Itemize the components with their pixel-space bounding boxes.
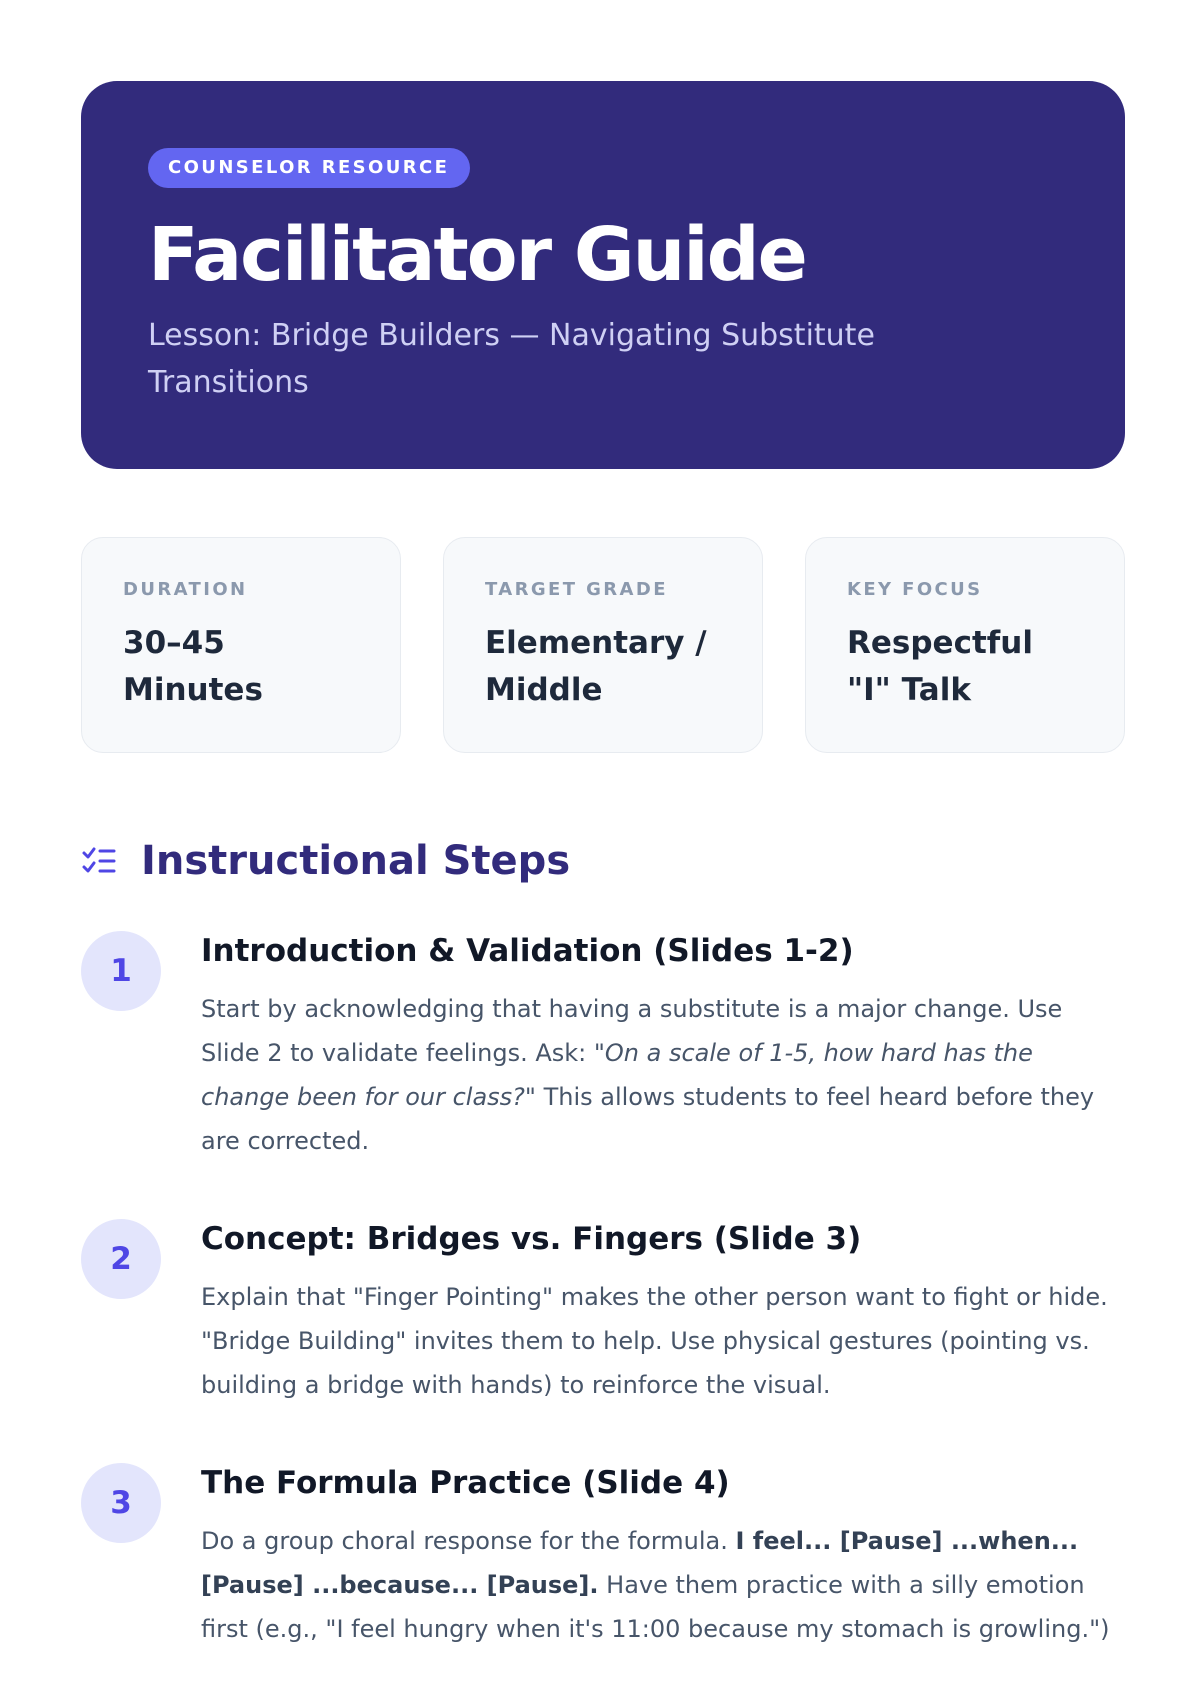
step-text-part: Have them practice with a silly emotion first (e.g., "I feel hungry when it's 11:00 because my stomach is growling.") xyxy=(201,1571,1110,1643)
duration-card xyxy=(81,537,401,753)
section-title: Instructional Steps xyxy=(141,838,571,884)
step-question: "On a scale of 1-5, how hard has the change been for our class?" xyxy=(201,1039,1033,1111)
step-body xyxy=(201,1219,1125,1407)
step-body xyxy=(201,1463,1125,1651)
target-grade-value: Elementary / Middle xyxy=(485,625,707,708)
step-number: 1 xyxy=(81,931,161,1011)
step-description: Explain that "Finger Pointing" makes the other person want to fight or hide. "Bridge Building" invites them to help. Use physical gestures (pointing vs. building a bridge with hands) to reinforce the visual. xyxy=(201,1283,1108,1399)
lesson-subtitle: Lesson: Bridge Builders — Navigating Substitute Transitions xyxy=(148,318,875,400)
step-text-part: Do a group choral response for the formula. xyxy=(201,1527,736,1555)
step-text-part: Start by acknowledging that having a substitute is a major change. Use Slide 2 to validate feelings. Ask: xyxy=(201,995,1063,1067)
step-title: Introduction & Validation (Slides 1-2) xyxy=(201,933,854,969)
page-title: Facilitator Guide xyxy=(148,212,806,298)
step-title: The Formula Practice (Slide 4) xyxy=(201,1465,730,1501)
steps-list xyxy=(81,931,1125,1651)
step-body xyxy=(201,931,1125,1163)
step-title: Concept: Bridges vs. Fingers (Slide 3) xyxy=(201,1221,862,1257)
step-text-part: This allows students to feel heard before they are corrected. xyxy=(201,1083,1095,1155)
step-number: 3 xyxy=(81,1463,161,1543)
instructional-steps-heading xyxy=(81,837,1125,885)
key-focus-value: Respectful "I" Talk xyxy=(847,625,1033,708)
header-card xyxy=(81,81,1125,469)
step-formula: I feel... [Pause] ...when... [Pause] ...because... [Pause]. xyxy=(201,1527,1079,1599)
facilitator-guide-page xyxy=(81,81,1125,1707)
step-description xyxy=(201,987,1125,1163)
step-description xyxy=(201,1519,1125,1651)
step-item xyxy=(81,1219,1125,1407)
target-grade-card xyxy=(443,537,763,753)
step-number: 2 xyxy=(81,1219,161,1299)
key-focus-label: KEY FOCUS xyxy=(847,579,983,600)
meta-cards xyxy=(81,537,1125,753)
duration-value: 30–45 Minutes xyxy=(123,625,263,708)
target-grade-label: TARGET GRADE xyxy=(485,579,668,600)
step-item xyxy=(81,1463,1125,1651)
key-focus-card xyxy=(805,537,1125,753)
duration-label: DURATION xyxy=(123,579,248,600)
step-item xyxy=(81,931,1125,1163)
resource-badge: COUNSELOR RESOURCE xyxy=(148,148,470,188)
checklist-icon xyxy=(81,843,117,879)
